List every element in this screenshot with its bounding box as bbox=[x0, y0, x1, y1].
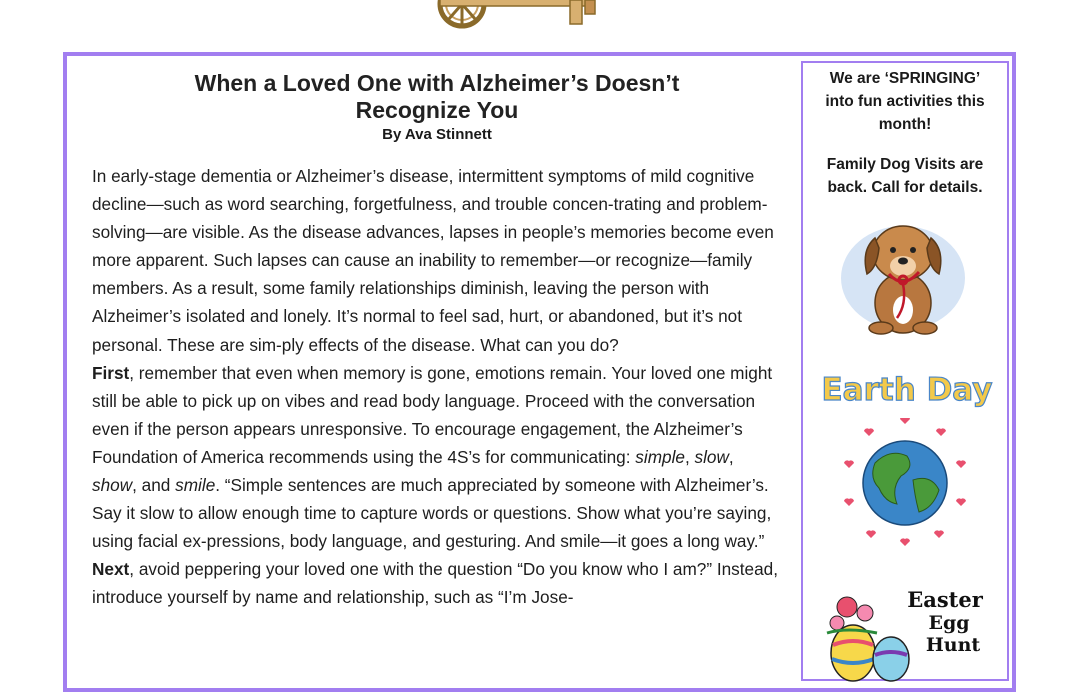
separator: , bbox=[684, 446, 695, 467]
wagon-illustration bbox=[420, 0, 610, 32]
dog-illustration bbox=[833, 208, 973, 338]
paragraph-first-text-end: . “Simple sentences are much appreciated by someone with Alzheimer’s. Say it slow to allow enough time to capture words or questions. Show what you’re saying, using facial ex-pressions, body language, and gesturing. And smile—it goes a long way.” bbox=[92, 475, 772, 552]
paragraph-next bbox=[92, 555, 782, 611]
sidebar-dog-visits bbox=[803, 153, 1007, 199]
separator: , bbox=[728, 446, 734, 467]
article-byline: By Ava Stinnett bbox=[382, 126, 492, 143]
earth-day-text: Earth Day bbox=[821, 372, 993, 408]
paragraph-first bbox=[92, 359, 782, 556]
word-show: show bbox=[92, 475, 133, 496]
paragraph-intro: In early-stage dementia or Alzheimer’s disease, intermittent symptoms of mild cognitive decline—such as word searching, forgetfulness, and trouble concen-trating and problem-solving—are visible. As the disease advances, lapses in people’s memories become even more apparent. Such lapses can cause an inability to remember—or recognize—family members. As a result, some family relationships diminish, leaving the person with Alzheimer’s isolated and lonely. It’s normal to feel sad, hurt, or abandoned, but it’s not personal. These are sim-ply effects of the disease. What can you do? bbox=[92, 166, 774, 355]
article-title-line2: Recognize You bbox=[355, 97, 519, 123]
earth-illustration bbox=[835, 418, 975, 548]
paragraph-first-text: , remember that even when memory is gone, emotions remain. Your loved one might still be able to pick up on vibes and read body language. Proceed with the conversation even if the person appears unresponsive. To encourage engagement, the Alzheimer’s Foundation of America recommends using the 4S’s for communicating: bbox=[92, 362, 773, 467]
article-title-line1: When a Loved One with Alzheimer’s Doesn’t bbox=[194, 70, 680, 96]
article-title bbox=[92, 70, 782, 124]
paragraph-next-text: , avoid peppering your loved one with the question “Do you know who I am?” Instead, introduce yourself by name and relationship, such as “I’m Jose- bbox=[92, 559, 779, 608]
egg-title-word: Egg bbox=[928, 612, 970, 634]
sidebar bbox=[801, 61, 1009, 681]
separator: , and bbox=[132, 475, 176, 496]
article bbox=[92, 70, 782, 612]
paragraph-first-lead: First bbox=[92, 362, 130, 383]
word-slow: slow bbox=[694, 446, 729, 467]
sidebar-line: We are ‘SPRINGING’ bbox=[829, 70, 981, 87]
sidebar-line: into fun activities this bbox=[825, 93, 985, 110]
sidebar-line: back. Call for details. bbox=[827, 179, 983, 196]
article-body bbox=[92, 162, 782, 612]
paragraph-next-lead: Next bbox=[92, 559, 130, 580]
easter-title-word: Easter bbox=[907, 587, 983, 612]
sidebar-announcement bbox=[803, 67, 1007, 136]
earth-day-title bbox=[817, 368, 997, 410]
word-smile: smile bbox=[175, 475, 216, 496]
word-simple: simple bbox=[635, 446, 685, 467]
sidebar-line: month! bbox=[878, 116, 932, 133]
sidebar-line: Family Dog Visits are bbox=[826, 156, 984, 173]
hunt-title-word: Hunt bbox=[925, 634, 981, 656]
easter-eggs-illustration bbox=[817, 583, 1001, 683]
